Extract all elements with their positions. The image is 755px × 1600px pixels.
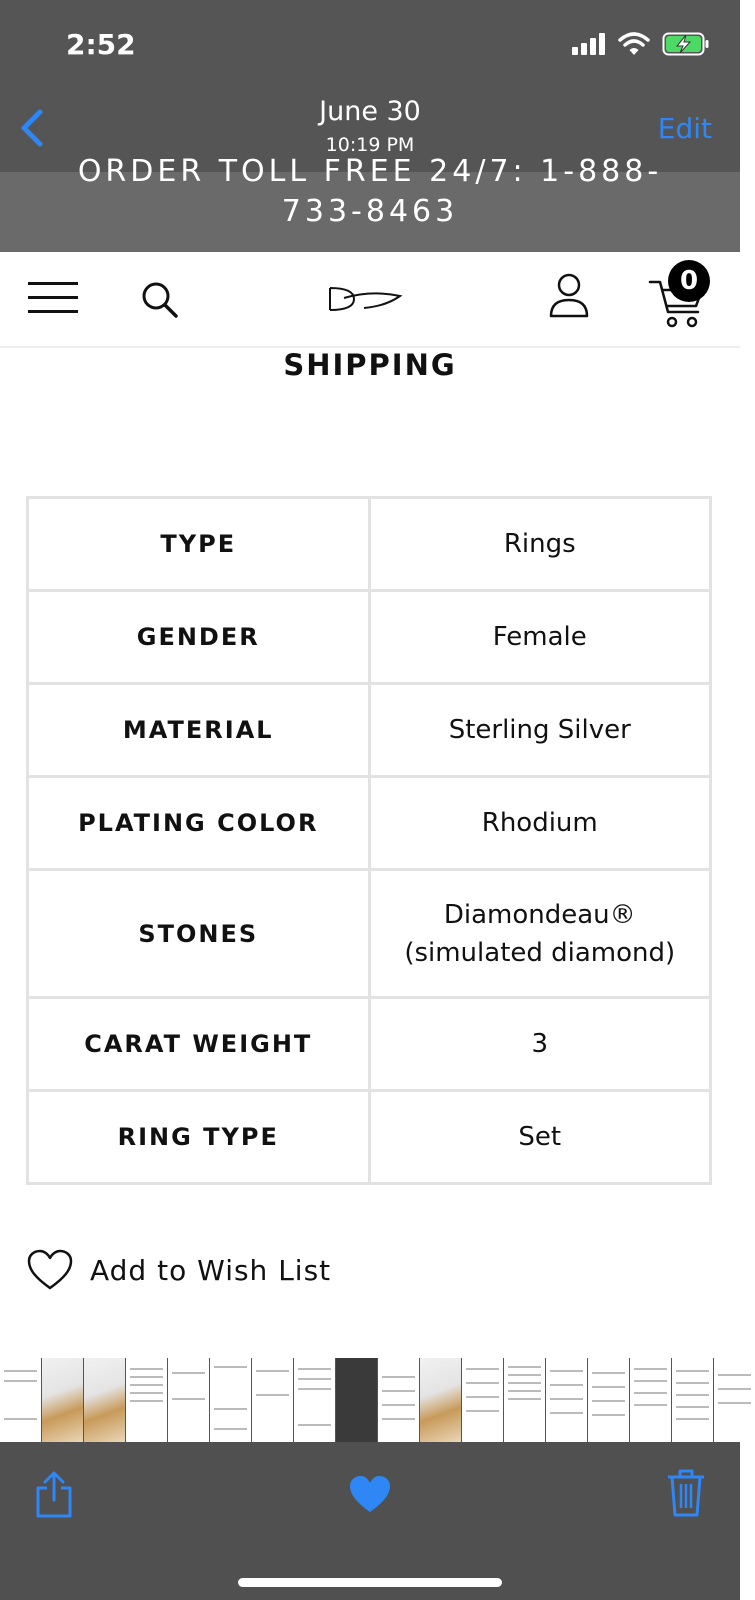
promo-phone-line2[interactable]: 733-8463 (281, 194, 459, 229)
photo-thumbnail[interactable] (420, 1358, 461, 1442)
spec-value: Rhodium (369, 777, 711, 870)
spec-value: 3 (369, 998, 711, 1091)
photo-thumbnail[interactable] (546, 1358, 587, 1442)
spec-value: Set (369, 1091, 711, 1184)
cart-count-badge[interactable]: 0 (668, 260, 710, 302)
status-bar (0, 0, 740, 90)
photo-thumbnail[interactable] (588, 1358, 629, 1442)
table-row (28, 498, 711, 591)
spec-value-line: (simulated diamond) (404, 937, 676, 968)
photo-thumbnail[interactable] (42, 1358, 83, 1442)
photo-thumbnail[interactable] (504, 1358, 545, 1442)
table-row (28, 591, 711, 684)
promo-phone-line1: ORDER TOLL FREE 24/7: 1-888- (77, 154, 663, 189)
spec-value: Rings (369, 498, 711, 591)
table-row (28, 777, 711, 870)
share-icon[interactable] (34, 1470, 74, 1518)
photos-top-chrome (0, 0, 740, 172)
photo-thumbnail[interactable] (294, 1358, 335, 1442)
heart-outline-icon (26, 1248, 74, 1292)
photo-thumbnail[interactable] (0, 1358, 41, 1442)
spec-key: PLATING COLOR (28, 777, 370, 870)
photo-thumbnail[interactable] (672, 1358, 713, 1442)
cellular-signal-icon (572, 33, 606, 55)
photo-thumbnail[interactable] (210, 1358, 251, 1442)
spec-value: Sterling Silver (369, 684, 711, 777)
promo-bar (0, 154, 740, 252)
photo-thumbnail-strip[interactable] (0, 1358, 740, 1442)
photo-thumbnail[interactable] (378, 1358, 419, 1442)
spec-key: CARAT WEIGHT (28, 998, 370, 1091)
photo-thumbnail[interactable] (336, 1358, 377, 1442)
wifi-icon (618, 32, 650, 56)
photo-thumbnail[interactable] (630, 1358, 671, 1442)
photo-time: 10:19 PM (325, 134, 415, 156)
spec-key: GENDER (28, 591, 370, 684)
photo-thumbnail[interactable] (84, 1358, 125, 1442)
site-header (0, 252, 740, 348)
table-row (28, 684, 711, 777)
spec-value (369, 870, 711, 998)
photo-thumbnail[interactable] (126, 1358, 167, 1442)
trash-icon[interactable] (666, 1468, 706, 1518)
home-indicator (238, 1578, 502, 1587)
section-title: SHIPPING (283, 348, 457, 382)
hamburger-menu-icon[interactable] (28, 282, 78, 316)
status-time: 2:52 (66, 28, 136, 61)
photo-thumbnail[interactable] (714, 1358, 755, 1442)
photo-thumbnail[interactable] (462, 1358, 503, 1442)
favorite-heart-icon[interactable] (348, 1474, 392, 1514)
spec-value-line: Diamondeau® (443, 899, 636, 930)
spec-key: STONES (28, 870, 370, 998)
edit-button[interactable]: Edit (657, 112, 712, 145)
photo-thumbnail[interactable] (168, 1358, 209, 1442)
spec-key: MATERIAL (28, 684, 370, 777)
search-icon[interactable] (140, 280, 180, 320)
photos-bottom-toolbar (0, 1442, 740, 1600)
table-row (28, 870, 711, 998)
wishlist-label: Add to Wish List (90, 1253, 332, 1287)
spec-value: Female (369, 591, 711, 684)
table-row (28, 1091, 711, 1184)
spec-key: RING TYPE (28, 1091, 370, 1184)
product-spec-table (26, 496, 712, 1185)
table-row (28, 998, 711, 1091)
brand-logo-icon[interactable] (324, 284, 408, 314)
spec-key: TYPE (28, 498, 370, 591)
photo-date: June 30 (319, 96, 421, 127)
status-icons (572, 32, 710, 56)
account-icon[interactable] (548, 272, 590, 318)
photo-thumbnail[interactable] (252, 1358, 293, 1442)
battery-charging-icon (662, 32, 710, 56)
add-to-wishlist-button[interactable] (26, 1246, 331, 1294)
